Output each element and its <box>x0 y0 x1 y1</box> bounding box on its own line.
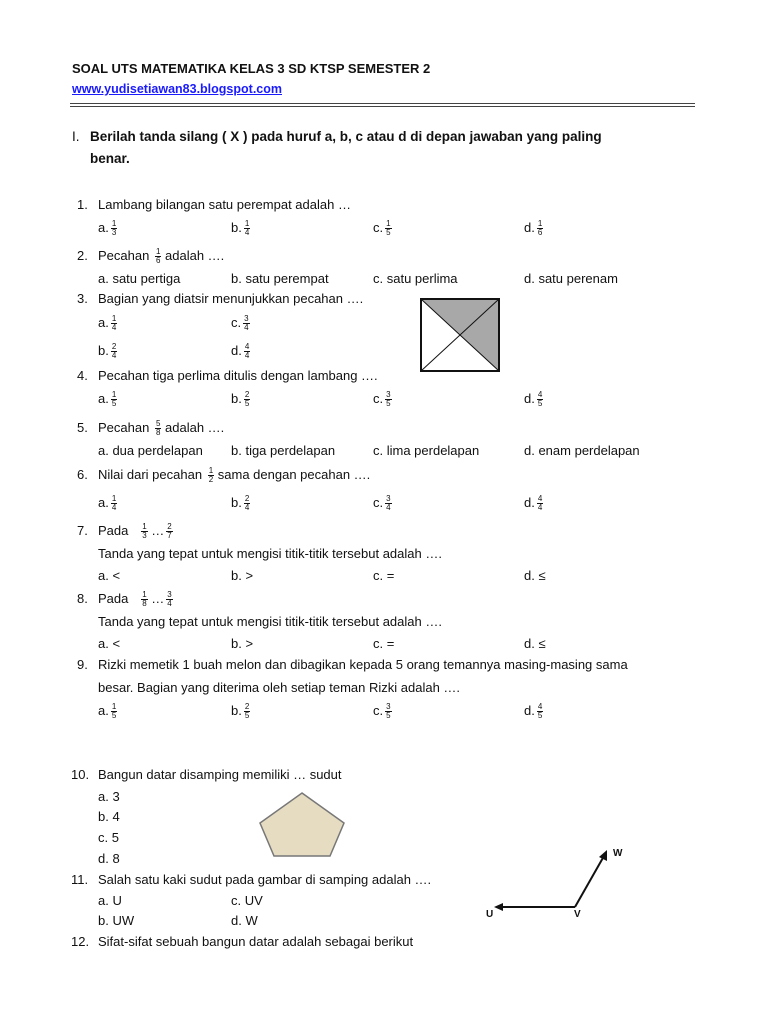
answer-option[interactable]: d. $\frac{4}{4}$ <box>231 342 250 361</box>
question-text-line-2: besar. Bagian yang diterima oleh setiap teman Rizki adalah …. <box>98 680 461 695</box>
fraction: $\frac{5}{8}$ <box>155 419 161 438</box>
answer-option[interactable]: c. UV <box>231 893 263 908</box>
option-letter: d. <box>524 220 535 235</box>
fraction: $\frac{4}{4}$ <box>537 494 543 513</box>
question-text: Salah satu kaki sudut pada gambar di samping adalah …. <box>98 872 432 887</box>
answer-option[interactable]: d. $\frac{4}{5}$ <box>524 390 543 409</box>
header-divider-top <box>70 103 695 104</box>
answer-option[interactable]: c. $\frac{3}{4}$ <box>231 314 249 333</box>
question-number: 11. <box>71 872 89 887</box>
answer-option[interactable]: b. UW <box>98 913 135 928</box>
question-number: 6. <box>77 467 88 482</box>
label-u: U <box>486 909 494 920</box>
instruction-number: I. <box>72 129 80 144</box>
option-letter: c. <box>373 220 384 235</box>
fraction: $\frac{3}{4}$ <box>244 314 249 333</box>
question-number: 3. <box>77 291 88 306</box>
fraction: $\frac{2}{4}$ <box>111 342 117 361</box>
answer-option[interactable]: b. 4 <box>98 809 120 824</box>
ray-vw <box>575 856 604 907</box>
fraction: $\frac{2}{5}$ <box>244 390 250 409</box>
question-number: 2. <box>77 248 88 263</box>
answer-option[interactable]: b. $\frac{2}{4}$ <box>98 342 117 361</box>
answer-option[interactable]: d. enam perdelapan <box>524 443 640 458</box>
option-letter: b. <box>231 220 242 235</box>
answer-option[interactable]: a. U <box>98 893 122 908</box>
question-subtext: Tanda yang tepat untuk mengisi titik-titik tersebut adalah …. <box>98 614 442 629</box>
question-number: 9. <box>77 657 88 672</box>
question-text: Pada $\frac{1}{8}$ … $\frac{3}{4}$ <box>98 590 172 609</box>
fraction: $\frac{1}{6}$ <box>537 219 543 238</box>
fraction: $\frac{1}{4}$ <box>244 219 250 238</box>
answer-option[interactable]: a. < <box>98 568 121 583</box>
answer-option[interactable]: d. satu perenam <box>524 271 618 286</box>
shaded-square-figure <box>419 297 501 373</box>
fraction: $\frac{1}{4}$ <box>111 314 117 333</box>
blog-link[interactable]: www.yudisetiawan83.blogspot.com <box>72 82 282 96</box>
question-number: 7. <box>77 523 88 538</box>
fraction: $\frac{3}{5}$ <box>386 702 391 721</box>
instruction-line-1: Berilah tanda silang ( X ) pada huruf a, b, c atau d di depan jawaban yang paling <box>90 129 602 144</box>
question-text: Bagian yang diatsir menunjukkan pecahan …. <box>98 291 364 306</box>
answer-option[interactable]: a. $\frac{1}{5}$ <box>98 702 117 721</box>
fraction: $\frac{2}{7}$ <box>167 522 172 541</box>
arrow-head-u <box>494 903 503 911</box>
answer-option[interactable]: a. $\frac{1}{4}$ <box>98 314 117 333</box>
answer-option[interactable]: a. $\frac{1}{5}$ <box>98 390 117 409</box>
fraction: $\frac{3}{4}$ <box>167 590 172 609</box>
answer-option[interactable]: c. lima perdelapan <box>373 443 480 458</box>
pentagon-figure <box>256 790 348 860</box>
fraction: $\frac{1}{2}$ <box>208 466 214 485</box>
answer-option[interactable]: b. $\frac{2}{4}$ <box>231 494 250 513</box>
answer-option[interactable]: c. $\frac{3}{5}$ <box>373 702 391 721</box>
option-letter: a. <box>98 220 109 235</box>
question-text: Pecahan $\frac{5}{8}$ adalah …. <box>98 419 225 438</box>
answer-option[interactable]: a. $\frac{1}{4}$ <box>98 494 117 513</box>
question-text: Bangun datar disamping memiliki … sudut <box>98 767 342 782</box>
question-number: 1. <box>77 197 88 212</box>
fraction: $\frac{1}{4}$ <box>111 494 117 513</box>
fraction: $\frac{2}{4}$ <box>244 494 250 513</box>
fraction: $\frac{1}{5}$ <box>386 219 391 238</box>
fraction: $\frac{1}{8}$ <box>142 590 147 609</box>
fraction: $\frac{1}{3}$ <box>142 522 147 541</box>
fraction: $\frac{1}{5}$ <box>111 390 117 409</box>
pentagon-shape <box>260 793 344 856</box>
answer-option[interactable]: c. = <box>373 568 395 583</box>
answer-option[interactable]: a. satu pertiga <box>98 271 181 286</box>
question-text: Pecahan $\frac{1}{6}$ adalah …. <box>98 247 225 266</box>
answer-option[interactable]: a. < <box>98 636 121 651</box>
answer-option[interactable]: d. 8 <box>98 851 120 866</box>
header-divider-bottom <box>70 106 695 107</box>
question-number: 4. <box>77 368 88 383</box>
answer-option[interactable]: b. $\frac{2}{5}$ <box>231 390 250 409</box>
question-number: 5. <box>77 420 88 435</box>
answer-option[interactable]: c. satu perlima <box>373 271 458 286</box>
label-v: V <box>574 909 581 920</box>
answer-option[interactable]: c. $\frac{3}{4}$ <box>373 494 391 513</box>
answer-option[interactable] <box>231 220 250 237</box>
question-subtext: Tanda yang tepat untuk mengisi titik-titik tersebut adalah …. <box>98 546 442 561</box>
fraction: $\frac{2}{5}$ <box>244 702 250 721</box>
answer-option[interactable]: b. $\frac{2}{5}$ <box>231 702 250 721</box>
answer-option[interactable]: a. 3 <box>98 789 120 804</box>
answer-option[interactable]: d. ≤ <box>524 636 546 651</box>
answer-option[interactable]: c. $\frac{3}{5}$ <box>373 390 391 409</box>
answer-option[interactable]: d. W <box>231 913 258 928</box>
answer-option[interactable]: d. $\frac{4}{5}$ <box>524 702 543 721</box>
answer-option[interactable]: a. dua perdelapan <box>98 443 203 458</box>
question-number: 12. <box>71 934 90 949</box>
fraction: $\frac{3}{5}$ <box>386 390 391 409</box>
fraction: $\frac{4}{5}$ <box>537 390 543 409</box>
angle-figure <box>480 840 630 925</box>
fraction: $\frac{1}{5}$ <box>111 702 117 721</box>
answer-option[interactable]: b. > <box>231 636 254 651</box>
question-number: 8. <box>77 591 88 606</box>
instruction-line-2: benar. <box>90 151 130 166</box>
instruction <box>72 126 694 170</box>
question-text: Sifat-sifat sebuah bangun datar adalah sebagai berikut <box>98 934 414 949</box>
answer-option[interactable] <box>524 220 543 237</box>
page-title: SOAL UTS MATEMATIKA KELAS 3 SD KTSP SEMESTER 2 <box>72 61 431 76</box>
answer-option[interactable]: c. = <box>373 636 395 651</box>
question-text: Lambang bilangan satu perempat adalah … <box>98 197 351 212</box>
answer-option[interactable] <box>373 220 392 237</box>
question-text: Nilai dari pecahan $\frac{1}{2}$ sama dengan pecahan …. <box>98 466 371 485</box>
answer-option[interactable]: b. satu perempat <box>231 271 329 286</box>
answer-option[interactable] <box>98 220 117 237</box>
fraction: $\frac{1}{6}$ <box>155 247 161 266</box>
answer-option[interactable]: c. 5 <box>98 830 119 845</box>
fraction: $\frac{4}{5}$ <box>537 702 543 721</box>
question-text-line-1: Rizki memetik 1 buah melon dan dibagikan kepada 5 orang temannya masing-masing sama <box>98 657 628 672</box>
answer-option[interactable]: d. ≤ <box>524 568 546 583</box>
label-w: W <box>613 848 623 859</box>
fraction: $\frac{1}{3}$ <box>111 219 117 238</box>
answer-option[interactable]: b. > <box>231 568 254 583</box>
question-text: Pecahan tiga perlima ditulis dengan lambang …. <box>98 368 378 383</box>
fraction: $\frac{3}{4}$ <box>386 494 391 513</box>
fraction: $\frac{4}{4}$ <box>244 342 250 361</box>
question-number: 10. <box>71 767 90 782</box>
question-text: Pada $\frac{1}{3}$ … $\frac{2}{7}$ <box>98 522 172 541</box>
answer-option[interactable]: b. tiga perdelapan <box>231 443 336 458</box>
answer-option[interactable]: d. $\frac{4}{4}$ <box>524 494 543 513</box>
